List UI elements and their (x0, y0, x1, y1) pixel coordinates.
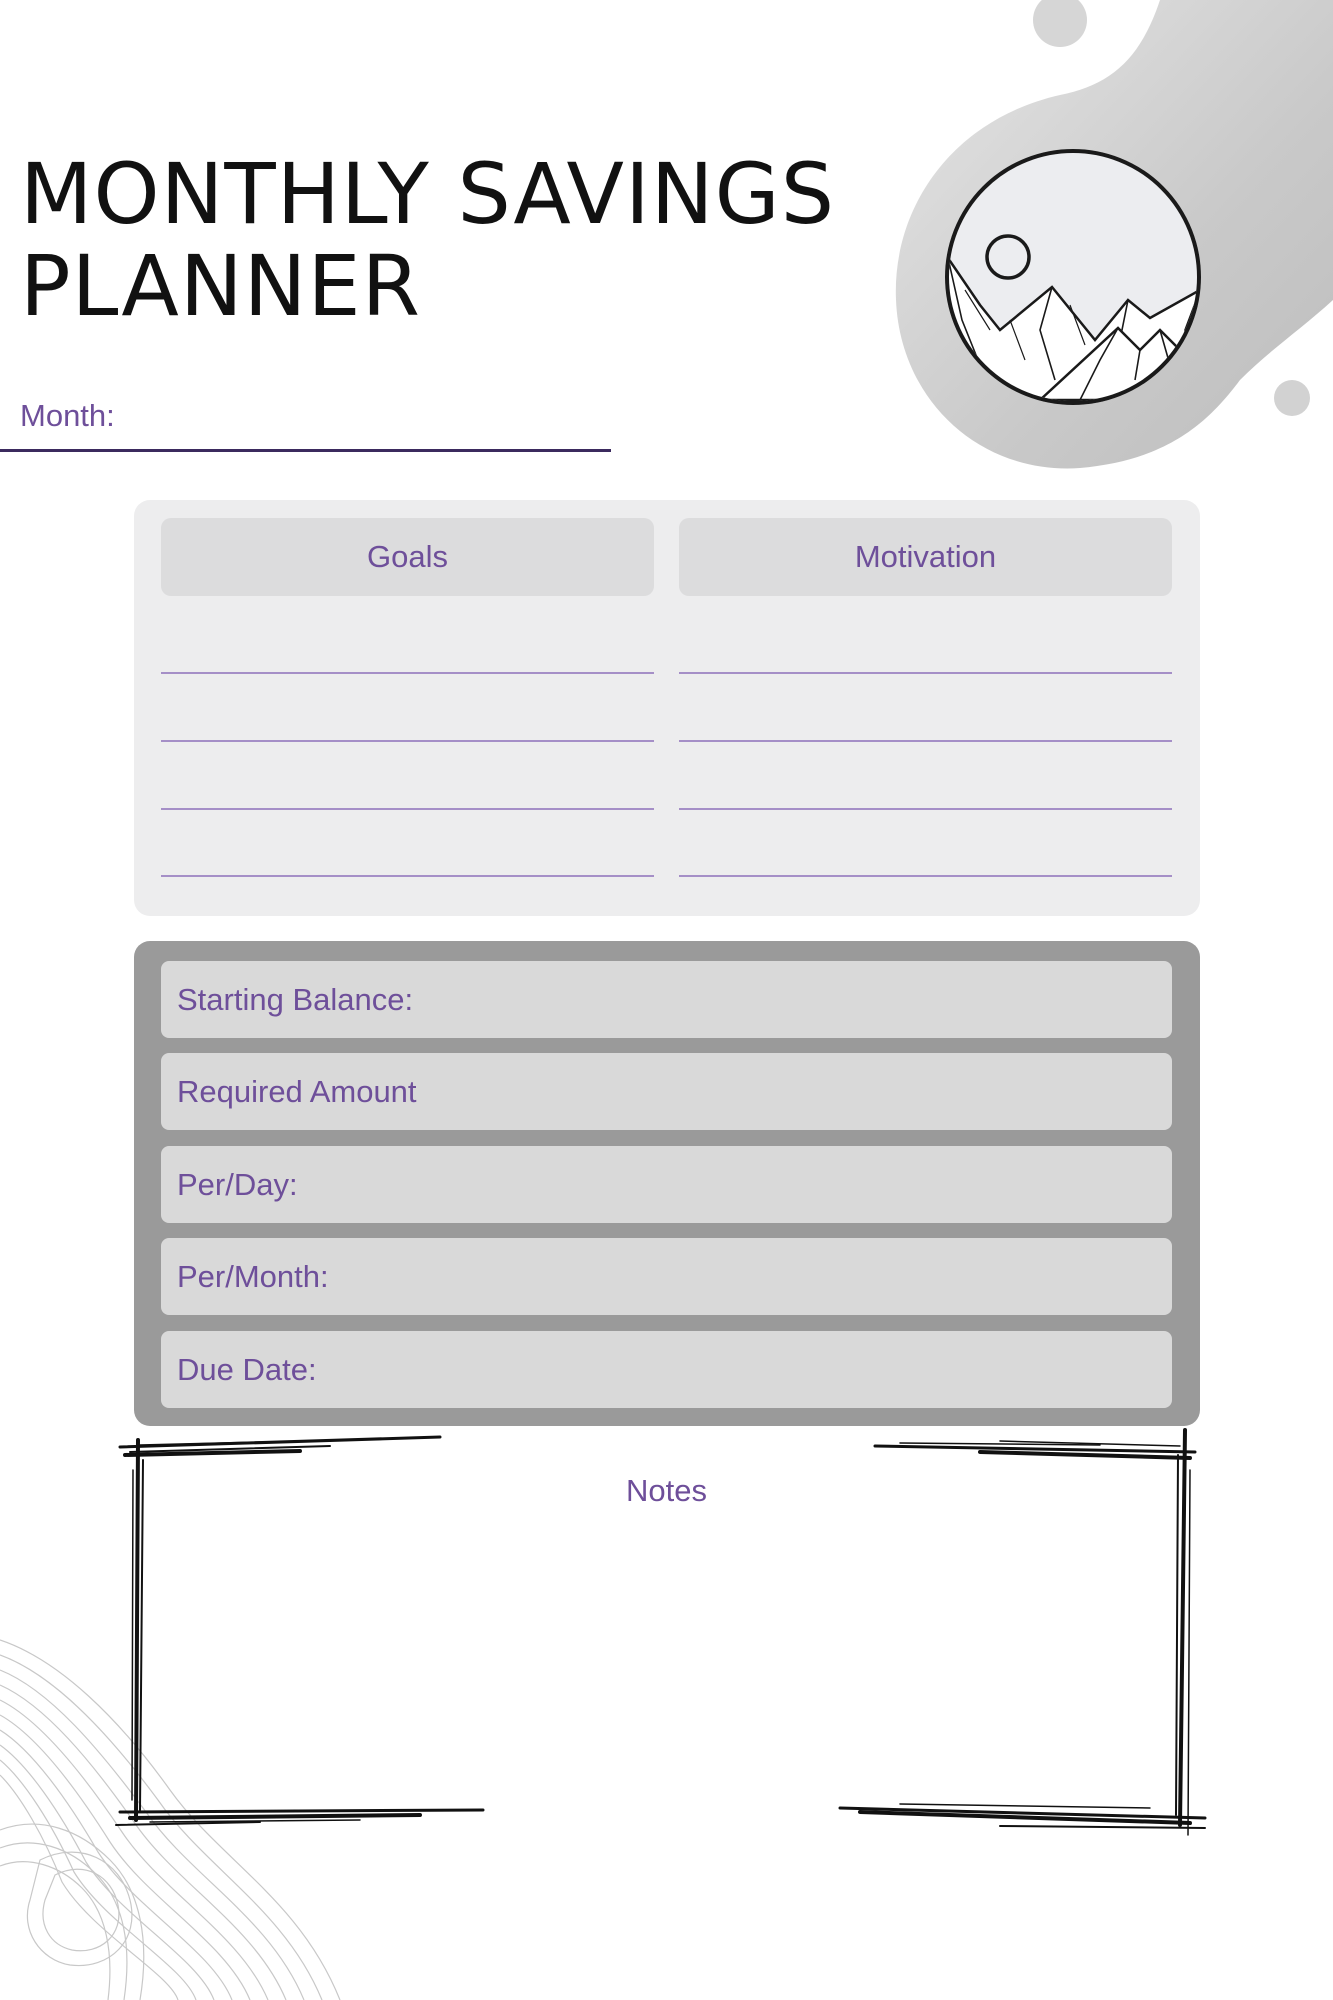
required-amount-field[interactable]: Required Amount (161, 1053, 1172, 1130)
notes-label: Notes (626, 1473, 707, 1508)
per-day-field[interactable]: Per/Day: (161, 1146, 1172, 1223)
goals-header: Goals (161, 518, 654, 596)
per-month-field[interactable]: Per/Month: (161, 1238, 1172, 1315)
month-label: Month: (20, 398, 115, 433)
title-line-1: MONTHLY SAVINGS (20, 145, 836, 243)
starting-balance-field[interactable]: Starting Balance: (161, 961, 1172, 1038)
title-line-2: PLANNER (20, 237, 421, 335)
due-date-field[interactable]: Due Date: (161, 1331, 1172, 1408)
motivation-header: Motivation (679, 518, 1172, 596)
